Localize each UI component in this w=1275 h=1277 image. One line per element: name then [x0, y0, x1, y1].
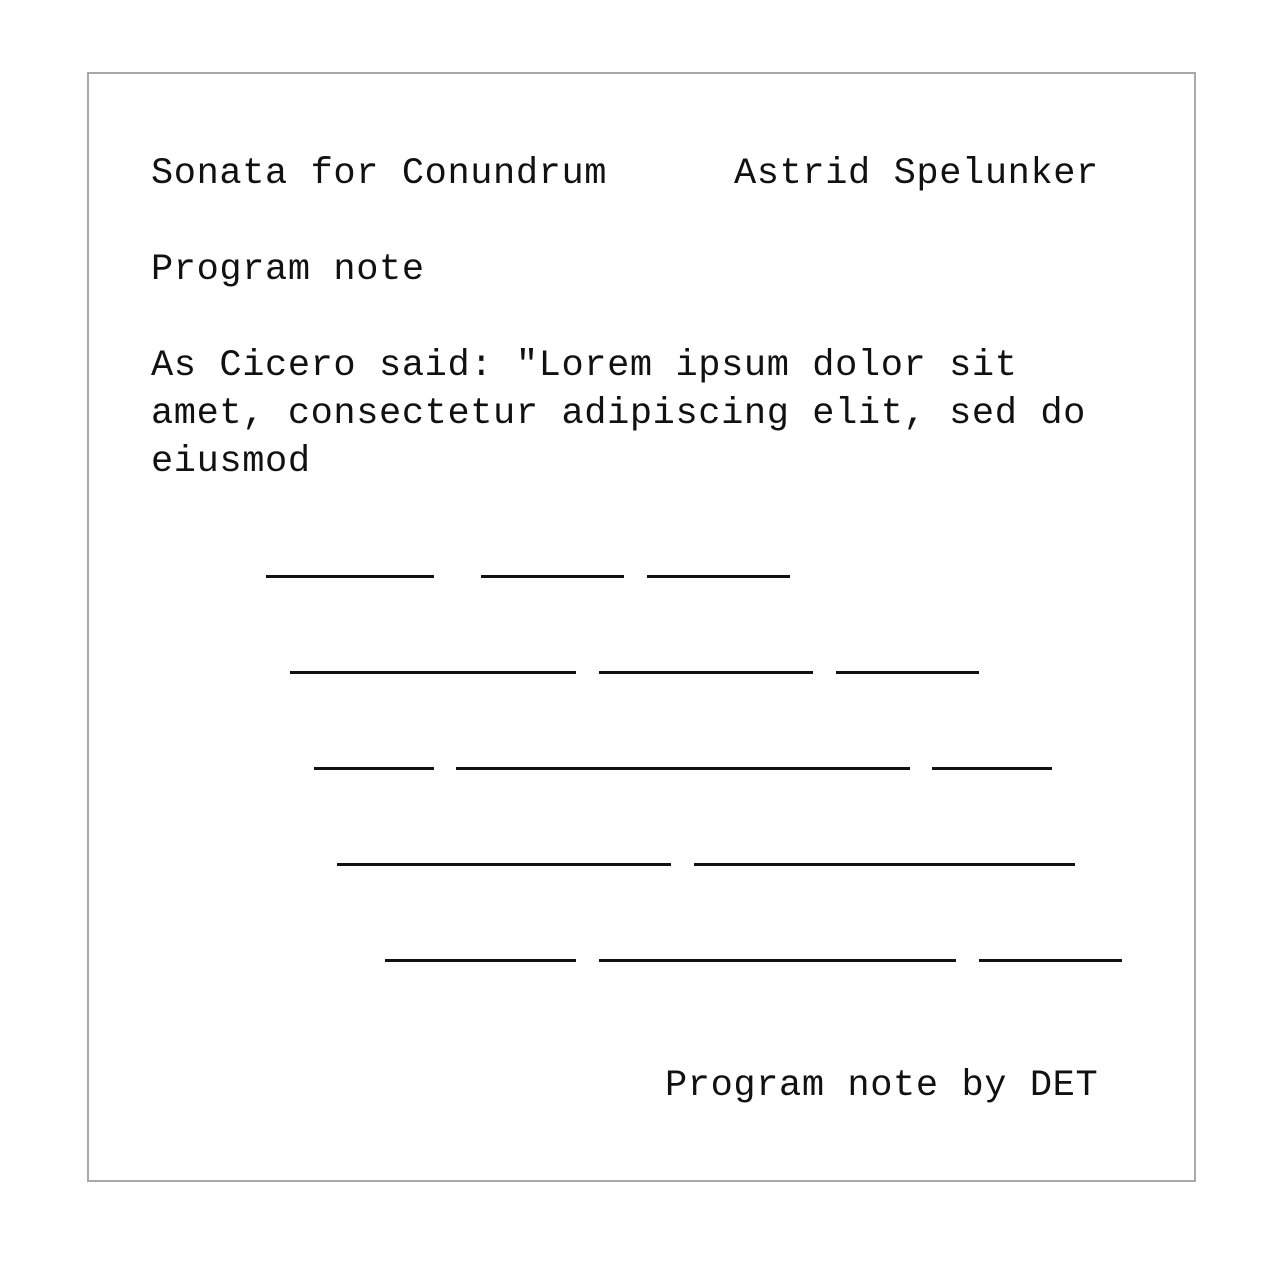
program-note-card	[87, 72, 1196, 1182]
redacted-line-3-segment-2	[456, 767, 910, 770]
redacted-line-2-segment-3	[836, 671, 979, 674]
redacted-line-2-segment-2	[599, 671, 813, 674]
redacted-line-3-segment-1	[314, 767, 434, 770]
composer-name: Astrid Spelunker	[734, 153, 1099, 195]
redacted-line-1-segment-1	[266, 575, 434, 578]
redacted-line-4-segment-2	[694, 863, 1075, 866]
redacted-line-3-segment-3	[932, 767, 1052, 770]
section-heading: Program note	[151, 249, 425, 291]
program-note-body	[151, 342, 1151, 486]
body-line: As Cicero said: "Lorem ipsum dolor sit	[151, 345, 1018, 387]
redacted-line-5-segment-1	[385, 959, 576, 962]
redacted-line-5-segment-3	[979, 959, 1122, 962]
redacted-line-4-segment-1	[337, 863, 671, 866]
signature-line: Program note by DET	[665, 1065, 1099, 1107]
body-line: amet, consectetur adipiscing elit, sed do	[151, 393, 1086, 435]
redacted-line-5-segment-2	[599, 959, 956, 962]
piece-title: Sonata for Conundrum	[151, 153, 608, 195]
redacted-line-1-segment-3	[647, 575, 790, 578]
redacted-line-1-segment-2	[481, 575, 624, 578]
redacted-line-2-segment-1	[290, 671, 576, 674]
body-line: eiusmod	[151, 441, 311, 483]
